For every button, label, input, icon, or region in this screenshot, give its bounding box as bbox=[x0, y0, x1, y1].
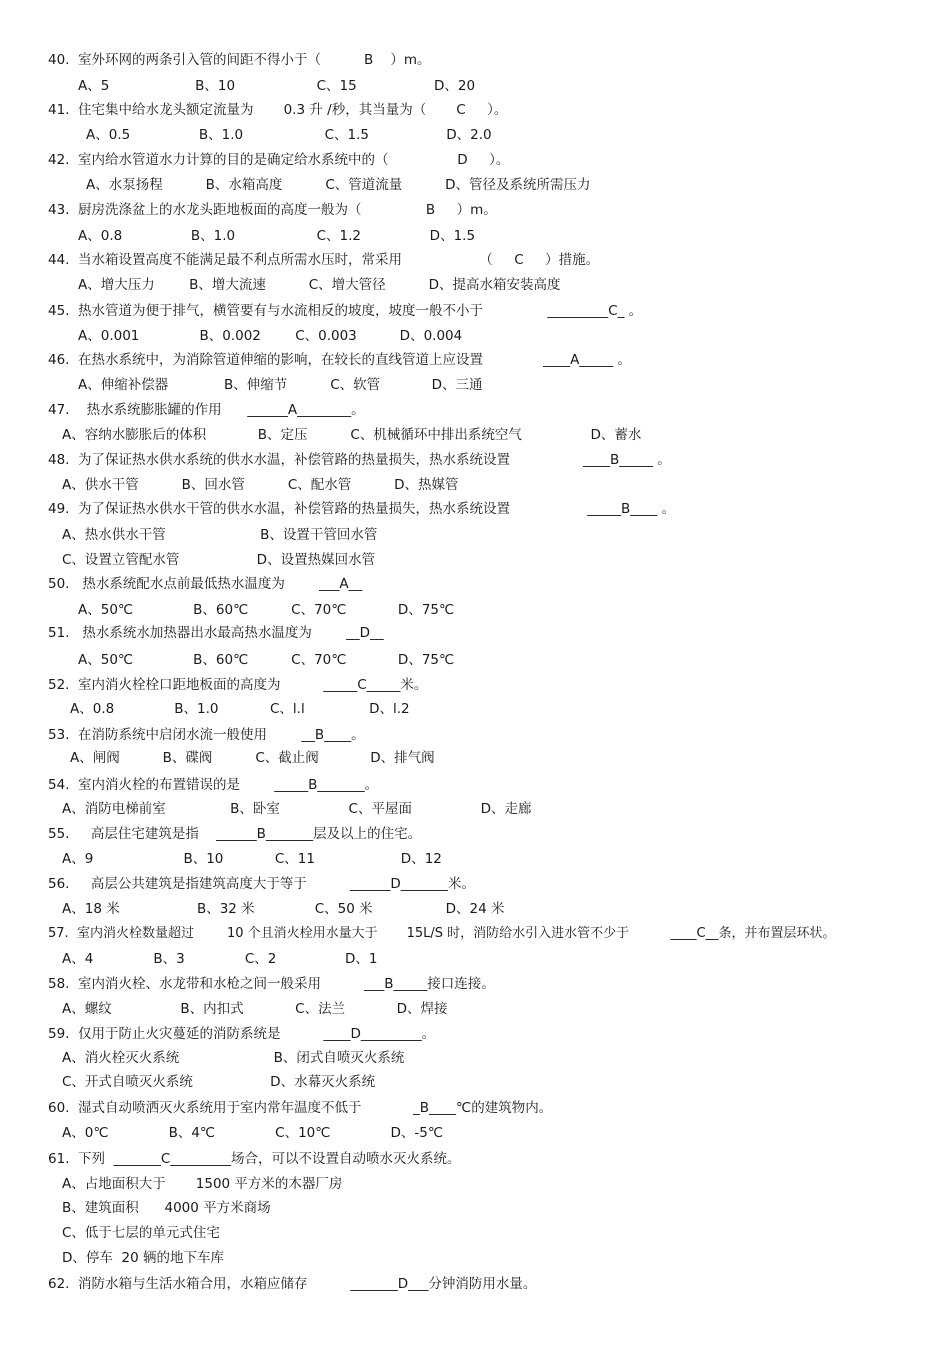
options-44: A、增大压力 B、增大流速 C、增大管径 D、提高水箱安装高度 bbox=[78, 277, 561, 293]
options-58: A、螺纹 B、内扣式 C、法兰 D、焊接 bbox=[62, 1001, 448, 1017]
options-59-c: C、开式自喷灭火系统 D、水幕灭火系统 bbox=[62, 1074, 376, 1090]
option-61-c: C、低于七层的单元式住宅 bbox=[62, 1225, 220, 1241]
options-47: A、容纳水膨胀后的体积 B、定压 C、机械循环中排出系统空气 D、蓄水 bbox=[62, 427, 642, 443]
options-40: A、5 B、10 C、15 D、20 bbox=[78, 78, 476, 94]
question-50: 50. 热水系统配水点前最低热水温度为 ___A__ bbox=[48, 576, 363, 592]
question-62: 62. 消防水箱与生活水箱合用，水箱应储存 _______D___分钟消防用水量。 bbox=[48, 1276, 537, 1292]
option-61-b: B、建筑面积 4000 平方米商场 bbox=[62, 1200, 271, 1216]
options-59-a: A、消火栓灭火系统 B、闭式自喷灭火系统 bbox=[62, 1050, 405, 1066]
question-40: 40. 室外环网的两条引入管的间距不得小于（ B ）m。 bbox=[48, 52, 431, 68]
options-48: A、供水干管 B、回水管 C、配水管 D、热媒管 bbox=[62, 477, 459, 493]
options-42: A、水泵扬程 B、水箱高度 C、管道流量 D、管径及系统所需压力 bbox=[86, 177, 591, 193]
question-47: 47. 热水系统膨胀罐的作用 ______A________。 bbox=[48, 402, 365, 418]
options-45: A、0.001 B、0.002 C、0.003 D、0.004 bbox=[78, 328, 463, 344]
options-56: A、18 米 B、32 米 C、50 米 D、24 米 bbox=[62, 901, 505, 917]
question-41: 41. 住宅集中给水龙头额定流量为 0.3 升 /秒，其当量为（ C ）。 bbox=[48, 102, 508, 118]
options-54: A、消防电梯前室 B、卧室 C、平屋面 D、走廊 bbox=[62, 801, 532, 817]
options-60: A、0℃ B、4℃ C、10℃ D、-5℃ bbox=[62, 1125, 444, 1141]
option-61-a: A、占地面积大于 1500 平方米的木器厂房 bbox=[62, 1176, 343, 1192]
question-60: 60. 湿式自动喷洒灭火系统用于室内常年温度不低于 _B____℃的建筑物内。 bbox=[48, 1100, 553, 1116]
options-55: A、9 B、10 C、11 D、12 bbox=[62, 851, 442, 867]
question-49: 49. 为了保证热水供水干管的供水水温，补偿管路的热量损失，热水系统设置 _____B____ 。 bbox=[48, 501, 676, 517]
options-46: A、伸缩补偿器 B、伸缩节 C、软管 D、三通 bbox=[78, 377, 483, 393]
question-58: 58. 室内消火栓、水龙带和水枪之间一般采用 ___B_____接口连接。 bbox=[48, 976, 495, 992]
question-55: 55. 高层住宅建筑是指 ______B_______层及以上的住宅。 bbox=[48, 826, 422, 842]
question-42: 42. 室内给水管道水力计算的目的是确定给水系统中的（ D ）。 bbox=[48, 152, 510, 168]
options-51: A、50℃ B、60℃ C、70℃ D、75℃ bbox=[78, 652, 455, 668]
question-61: 61. 下列 _______C_________场合，可以不设置自动喷水灭火系统。 bbox=[48, 1151, 461, 1167]
options-49-c: C、设置立管配水管 D、设置热媒回水管 bbox=[62, 552, 376, 568]
options-52: A、0.8 B、1.0 C、l.l D、l.2 bbox=[70, 701, 410, 717]
question-44: 44. 当水箱设置高度不能满足最不利点所需水压时，常采用 （ C ）措施。 bbox=[48, 252, 600, 268]
options-43: A、0.8 B、1.0 C、1.2 D、1.5 bbox=[78, 228, 476, 244]
question-48: 48. 为了保证热水供水系统的供水水温，补偿管路的热量损失，热水系统设置 ____B_____ 。 bbox=[48, 452, 671, 468]
question-45: 45. 热水管道为便于排气，横管要有与水流相反的坡度，坡度一般不小于 _________C_ 。 bbox=[48, 303, 643, 319]
options-49-a: A、热水供水干管 B、设置干管回水管 bbox=[62, 527, 378, 543]
options-41: A、0.5 B、1.0 C、1.5 D、2.0 bbox=[86, 127, 492, 143]
question-46: 46. 在热水系统中，为消除管道伸缩的影响，在较长的直线管道上应设置 ____A_____ 。 bbox=[48, 352, 631, 368]
question-51: 51. 热水系统水加热器出水最高热水温度为 __D__ bbox=[48, 625, 384, 641]
question-52: 52. 室内消火栓栓口距地板面的高度为 _____C_____米。 bbox=[48, 677, 428, 693]
question-56: 56. 高层公共建筑是指建筑高度大于等于 ______D_______米。 bbox=[48, 876, 475, 892]
question-54: 54. 室内消火栓的布置错误的是 _____B_______。 bbox=[48, 777, 379, 793]
options-57: A、4 B、3 C、2 D、1 bbox=[62, 951, 378, 967]
question-53: 53. 在消防系统中启闭水流一般使用 __B____。 bbox=[48, 727, 365, 743]
options-53: A、闸阀 B、碟阀 C、截止阀 D、排气阀 bbox=[70, 750, 435, 766]
option-61-d: D、停车 20 辆的地下车库 bbox=[62, 1250, 224, 1266]
question-43: 43. 厨房洗涤盆上的水龙头距地板面的高度一般为（ B ）m。 bbox=[48, 202, 497, 218]
question-59: 59. 仅用于防止火灾蔓延的消防系统是 ____D_________。 bbox=[48, 1026, 436, 1042]
options-50: A、50℃ B、60℃ C、70℃ D、75℃ bbox=[78, 602, 455, 618]
question-57: 57. 室内消火栓数量超过 10 个且消火栓用水量大于 15L/S 时，消防给水引入进水管不少于 ____C__条，并布置层环状。 bbox=[48, 926, 836, 941]
